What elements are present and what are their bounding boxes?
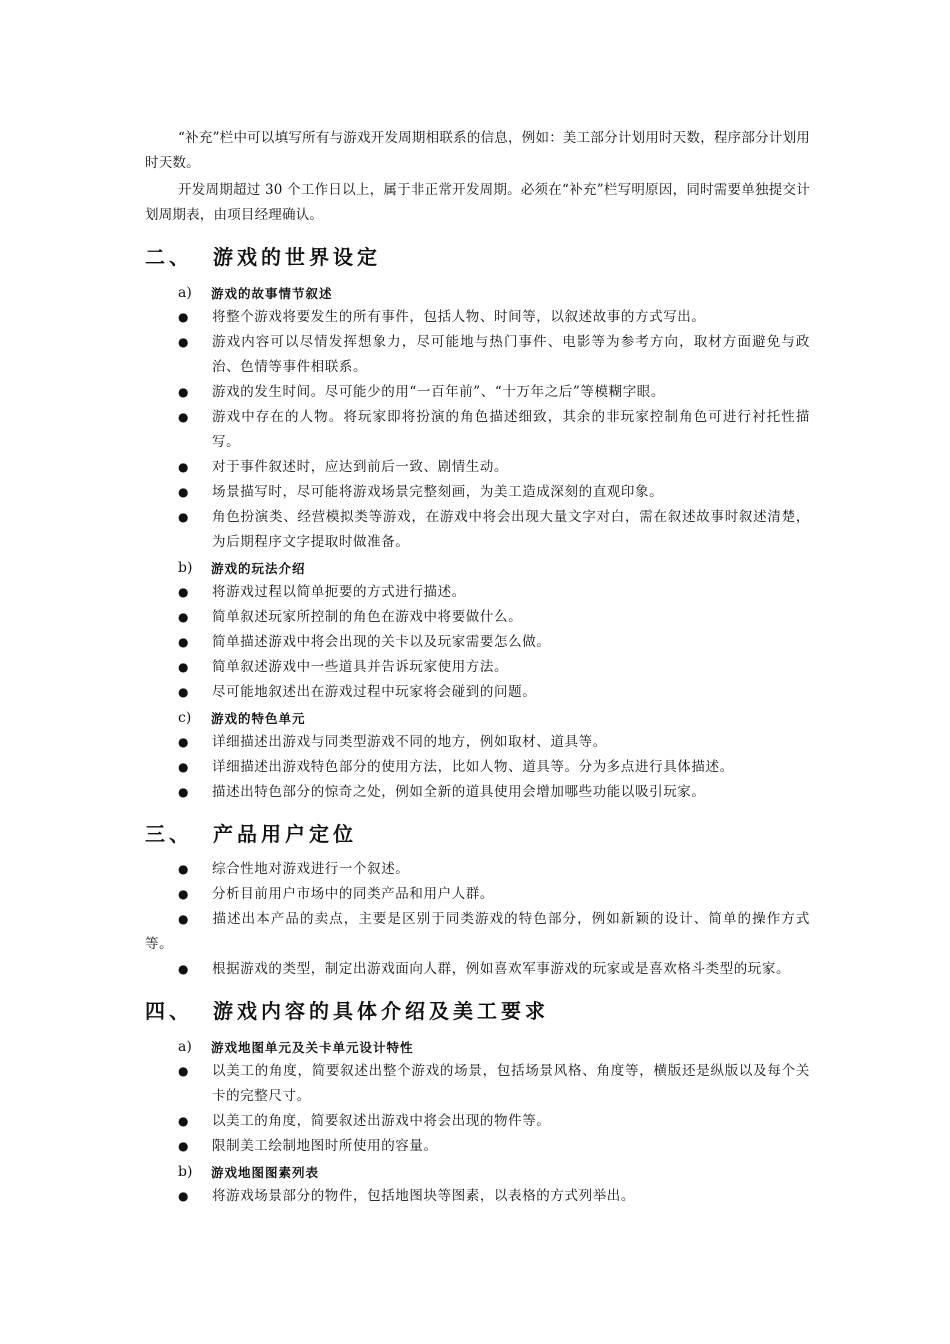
bullet-icon: ● bbox=[178, 962, 190, 976]
list-item: ● 以美工的角度，简要叙述出整个游戏的场景，包括场景风格、角度等，横版还是纵版以及每个关卡的完整尺寸。 bbox=[145, 1059, 810, 1109]
list-item: ● 角色扮演类、经营模拟类等游戏，在游戏中将会出现大量文字对白，需在叙述故事时叙述清楚，为后期程序文字提取时做准备。 bbox=[145, 505, 810, 555]
subsection-2c bbox=[145, 705, 810, 730]
list-item: ● 场景描写时，尽可能将游戏场景完整刻画，为美工造成深刻的直观印象。 bbox=[145, 480, 810, 505]
list-item: ● 将游戏场景部分的物件，包括地图块等图素，以表格的方式列举出。 bbox=[145, 1184, 810, 1209]
list-item: ● 简单叙述游戏中一些道具并告诉玩家使用方法。 bbox=[145, 655, 810, 680]
section-number: 四、 bbox=[145, 998, 193, 1023]
subsection-4a bbox=[145, 1034, 810, 1059]
bullet-icon: ● bbox=[178, 410, 190, 424]
subsection-4b bbox=[145, 1159, 810, 1184]
subsection-letter: b) bbox=[178, 1163, 193, 1180]
subsection-letter: c) bbox=[178, 709, 192, 726]
list-item: ● 根据游戏的类型，制定出游戏面向人群，例如喜欢军事游戏的玩家或是喜欢格斗类型的玩家。 bbox=[145, 957, 810, 982]
list-item: ● 游戏内容可以尽情发挥想象力，尽可能地与热门事件、电影等为参考方向，取材方面避免与政治、色情等事件相联系。 bbox=[145, 330, 810, 380]
list-item: ● 描述出特色部分的惊奇之处，例如全新的道具使用会增加哪些功能以吸引玩家。 bbox=[145, 780, 810, 805]
subsection-letter: a) bbox=[178, 284, 192, 301]
list-item: ● 简单叙述玩家所控制的角色在游戏中将要做什么。 bbox=[145, 605, 810, 630]
subsection-label: 游戏的特色单元 bbox=[211, 710, 306, 726]
bullet-icon: ● bbox=[178, 385, 190, 399]
bullet-icon: ● bbox=[178, 460, 190, 474]
bullet-icon: ● bbox=[178, 1064, 190, 1078]
list-item: ● 以美工的角度，简要叙述出游戏中将会出现的物件等。 bbox=[145, 1109, 810, 1134]
subsection-label: 游戏的玩法介绍 bbox=[211, 560, 306, 576]
bullet-icon: ● bbox=[178, 510, 190, 524]
bullet-icon: ● bbox=[178, 735, 190, 749]
bullet-icon: ● bbox=[178, 785, 190, 799]
section-title: 游戏的世界设定 bbox=[213, 244, 381, 269]
section-4-heading bbox=[145, 992, 810, 1026]
bullet-icon: ● bbox=[178, 1139, 190, 1153]
list-item: ● 尽可能地叙述出在游戏过程中玩家将会碰到的问题。 bbox=[145, 680, 810, 705]
subsection-letter: a) bbox=[178, 1038, 192, 1055]
bullet-icon: ● bbox=[178, 685, 190, 699]
subsection-2a bbox=[145, 280, 810, 305]
subsection-letter: b) bbox=[178, 559, 193, 576]
list-item: ● 游戏的发生时间。尽可能少的用“一百年前”、“十万年之后”等模糊字眼。 bbox=[145, 380, 810, 405]
section-number: 二、 bbox=[145, 244, 193, 269]
list-item: ● 将整个游戏将要发生的所有事件，包括人物、时间等，以叙述故事的方式写出。 bbox=[145, 305, 810, 330]
bullet-icon: ● bbox=[178, 635, 190, 649]
bullet-icon: ● bbox=[178, 1114, 190, 1128]
list-item: ● 描述出本产品的卖点，主要是区别于同类游戏的特色部分，例如新颖的设计、简单的操作方式等。 bbox=[145, 907, 810, 957]
list-item: ● 简单描述游戏中将会出现的关卡以及玩家需要怎么做。 bbox=[145, 630, 810, 655]
intro-paragraph-2: 开发周期超过 30 个工作日以上，属于非正常开发周期。必须在“补充”栏写明原因，同时需要单独提交计划周期表，由项目经理确认。 bbox=[145, 182, 810, 223]
list-item: ● 分析目前用户市场中的同类产品和用户人群。 bbox=[145, 882, 810, 907]
bullet-icon: ● bbox=[178, 585, 190, 599]
list-item: ● 限制美工绘制地图时所使用的容量。 bbox=[145, 1134, 810, 1159]
list-item: ● 详细描述出游戏特色部分的使用方法，比如人物、道具等。分为多点进行具体描述。 bbox=[145, 755, 810, 780]
bullet-icon: ● bbox=[178, 862, 190, 876]
subsection-label: 游戏地图图素列表 bbox=[211, 1164, 320, 1180]
list-item: ● 对于事件叙述时，应达到前后一致、剧情生动。 bbox=[145, 455, 810, 480]
section-number: 三、 bbox=[145, 821, 193, 846]
bullet-icon: ● bbox=[178, 760, 190, 774]
bullet-icon: ● bbox=[178, 335, 190, 349]
list-item: ● 综合性地对游戏进行一个叙述。 bbox=[145, 857, 810, 882]
section-title: 产品用户定位 bbox=[213, 821, 357, 846]
list-item: ● 详细描述出游戏与同类型游戏不同的地方，例如取材、道具等。 bbox=[145, 730, 810, 755]
bullet-icon: ● bbox=[178, 310, 190, 324]
section-2-heading bbox=[145, 238, 810, 272]
bullet-icon: ● bbox=[178, 610, 190, 624]
subsection-2b bbox=[145, 555, 810, 580]
bullet-icon: ● bbox=[178, 912, 190, 926]
subsection-label: 游戏地图单元及关卡单元设计特性 bbox=[211, 1039, 414, 1055]
section-3-heading bbox=[145, 815, 810, 849]
bullet-icon: ● bbox=[178, 660, 190, 674]
section-title: 游戏内容的具体介绍及美工要求 bbox=[213, 998, 549, 1023]
list-item: ● 游戏中存在的人物。将玩家即将扮演的角色描述细致，其余的非玩家控制角色可进行衬托性描写。 bbox=[145, 405, 810, 455]
intro-paragraph-1: “补充”栏中可以填写所有与游戏开发周期相联系的信息，例如：美工部分计划用时天数，程序部分计划用时天数。 bbox=[145, 130, 810, 171]
list-item: ● 将游戏过程以简单扼要的方式进行描述。 bbox=[145, 580, 810, 605]
subsection-label: 游戏的故事情节叙述 bbox=[211, 285, 333, 301]
bullet-icon: ● bbox=[178, 887, 190, 901]
document-body bbox=[145, 126, 810, 1209]
bullet-icon: ● bbox=[178, 485, 190, 499]
bullet-icon: ● bbox=[178, 1189, 190, 1203]
